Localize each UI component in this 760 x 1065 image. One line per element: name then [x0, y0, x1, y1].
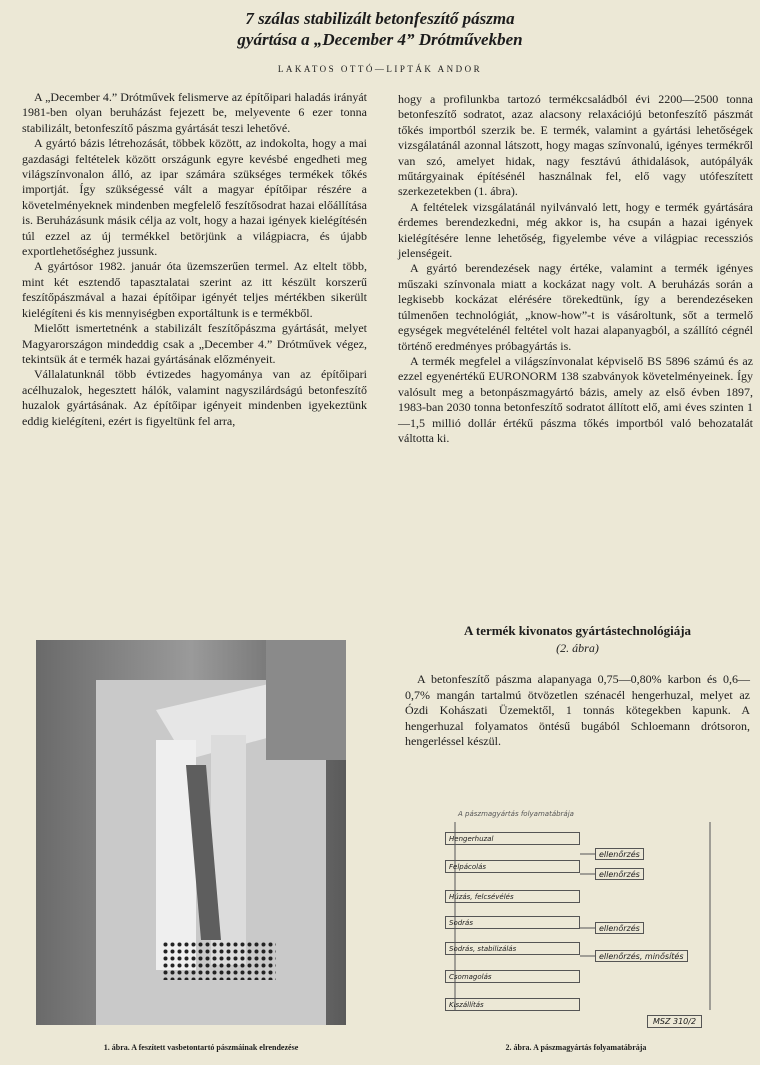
paragraph: A gyártósor 1982. január óta üzemszerűen termel. Az eltelt több, mint két esztendő tapasztalatai szerint az itt készült korszerű feszítőpászmával a hazai építőipar igényét teljes mértékben sikerült kielégíteni és kis mennyiségben exportáltunk is e termékből. [22, 259, 367, 320]
section-subtitle: (2. ábra) [556, 641, 599, 655]
figure-1-caption: 1. ábra. A feszített vasbetontartó pászmáinak elrendezése [103, 1043, 299, 1052]
figure-1-photo [36, 640, 346, 1025]
flowchart-step: Sodrás, stabilizálás [445, 942, 580, 955]
section-heading [405, 622, 750, 656]
paragraph: A termék megfelel a világszínvonalat képviselő BS 5896 számú és az ezzel egyenértékű EURONORM 138 szabványok követelményeinek. Így valósult meg a betonpászmagyártó bázis, amely az első évben 1897, 1983-ban 2030 tonna betonfeszítő sodratot állított elő, ami éves szinten 1—1,5 millió dollár értékű pászma tőkés importból való behozatalát váltotta ki. [398, 353, 753, 445]
paragraph: A gyártó bázis létrehozását, többek között, az indokolta, hogy a mai gazdasági feltételek között országunk egyre kevésbé engedheti meg világszínvonalon álló, az ipar számára szükséges termékek tőkés importját. Így szükségessé vált a magyar építőipar részére a követelményeknek mindenben megfelelő feszítősodrat hazai előállítása is. Beruházásunk másik célja az volt, hogy a hazai igények kielégítésén túl ezzel az új termékkel betörjünk a világpiacra, és újabb exportlehetőséghez jussunk. [22, 136, 367, 259]
flowchart-header: A pászmagyártás folyamatábrája [458, 810, 574, 818]
flowchart-check: ellenőrzés [595, 848, 644, 860]
flowchart-check: ellenőrzés, minősítés [595, 950, 688, 962]
flowchart-step: Sodrás [445, 916, 580, 929]
flowchart-step: Csomagolás [445, 970, 580, 983]
flowchart-check: ellenőrzés [595, 922, 644, 934]
paragraph: A betonfeszítő pászma alapanyaga 0,75—0,80% karbon és 0,6—0,7% mangán tartalmú ötvözetlen szénacél hengerhuzal, melyet az Ózdi Kohászati Üzemektől, 1 tonnás kötegekben kapunk. A hengerhuzal folyamatos öntésű bugából Schloemann drótsoron, hengerléssel készül. [405, 672, 750, 749]
paragraph: A feltételek vizsgálatánál nyilvánvaló lett, hogy e termék gyártására érdemes berendezkedni, még akkor is, ha csupán a hazai igények kielégítésére lenne lehetőség, figyelembe véve a világpiac recessziós jelenségeit. [398, 199, 753, 261]
article-title [0, 8, 760, 50]
paragraph: Vállalatunknál több évtizedes hagyománya van az építőipari acélhuzalok, hegesztett hálók, valamint nagyszilárdságú betonfeszítő huzalok gyártásának. Az építőipar igényeit mindenben igyekeztünk eddig kielégíteni, ezért is figyeltünk fel arra, [22, 367, 367, 428]
flowchart-standard-code: MSZ 310/2 [647, 1015, 702, 1028]
figure-2-caption: 2. ábra. A pászmagyártás folyamatábrája [505, 1043, 647, 1052]
article-title-line-1: 7 szálas stabilizált betonfeszítő pászma [245, 9, 515, 28]
flowchart-step: Hengerhuzal [445, 832, 580, 845]
paragraph: Mielőtt ismertetnénk a stabilizált feszítőpászma gyártását, melyet Magyarországon mindeddig csak a „December 4.” Drótművek végez, tekintsük át e termék hazai gyártásának előzményeit. [22, 321, 367, 366]
section-body [405, 672, 750, 750]
paragraph: A gyártó berendezések nagy értéke, valamint a termék igényes műszaki színvonala miatt a kockázat nagy volt. A beruházás során a legkisebb kockázat elérésére törekedtünk, így a berendezéseken túlmenően technológiát, „know-how”-t is vásároltunk, sőt a termelő egységek megvételénél feltétel volt hazai alapanyagból, a szállító cégnél történő eredményes próbagyártás is. [398, 261, 753, 353]
article-title-line-2: gyártása a „December 4” Drótművekben [237, 30, 523, 49]
figure-2-flowchart [440, 810, 740, 1040]
concrete-beam-photo [36, 640, 346, 1025]
flowchart-step: Kiszállítás [445, 998, 580, 1011]
section-title: A termék kivonatos gyártástechnológiája [463, 623, 692, 638]
left-column [22, 90, 367, 429]
flowchart-step: Felpácolás [445, 860, 580, 873]
article-authors: LAKATOS OTTÓ—LIPTÁK ANDOR [277, 64, 483, 74]
right-column [398, 92, 753, 446]
paragraph: A „December 4.” Drótművek felismerve az építőipari haladás irányát 1981-ben olyan beruházást fejezett be, melyevente 6 ezer tonna stabilizált, betonfeszítő pászma gyártását teszi lehetővé. [22, 90, 367, 135]
flowchart-step: Húzás, felcsévélés [445, 890, 580, 903]
flowchart-check: ellenőrzés [595, 868, 644, 880]
paragraph: hogy a profilunkba tartozó termékcsaládból évi 2200—2500 tonna betonfeszítő sodratot, azaz alacsony relaxációjú betonfeszítő pászmát tőkés importból szerzik be. E termék, valamint a gyártási lehetőségek vizsgálatánál azonnal látszott, hogy magas színvonalú, igényes termékről van szó, amelyet hidak, nagy fesztávú áthidalások, autópályák műtárgyainak építésénél használnak fel, elő vagy utófeszített szerkezetekben (1. ábra). [398, 92, 753, 199]
